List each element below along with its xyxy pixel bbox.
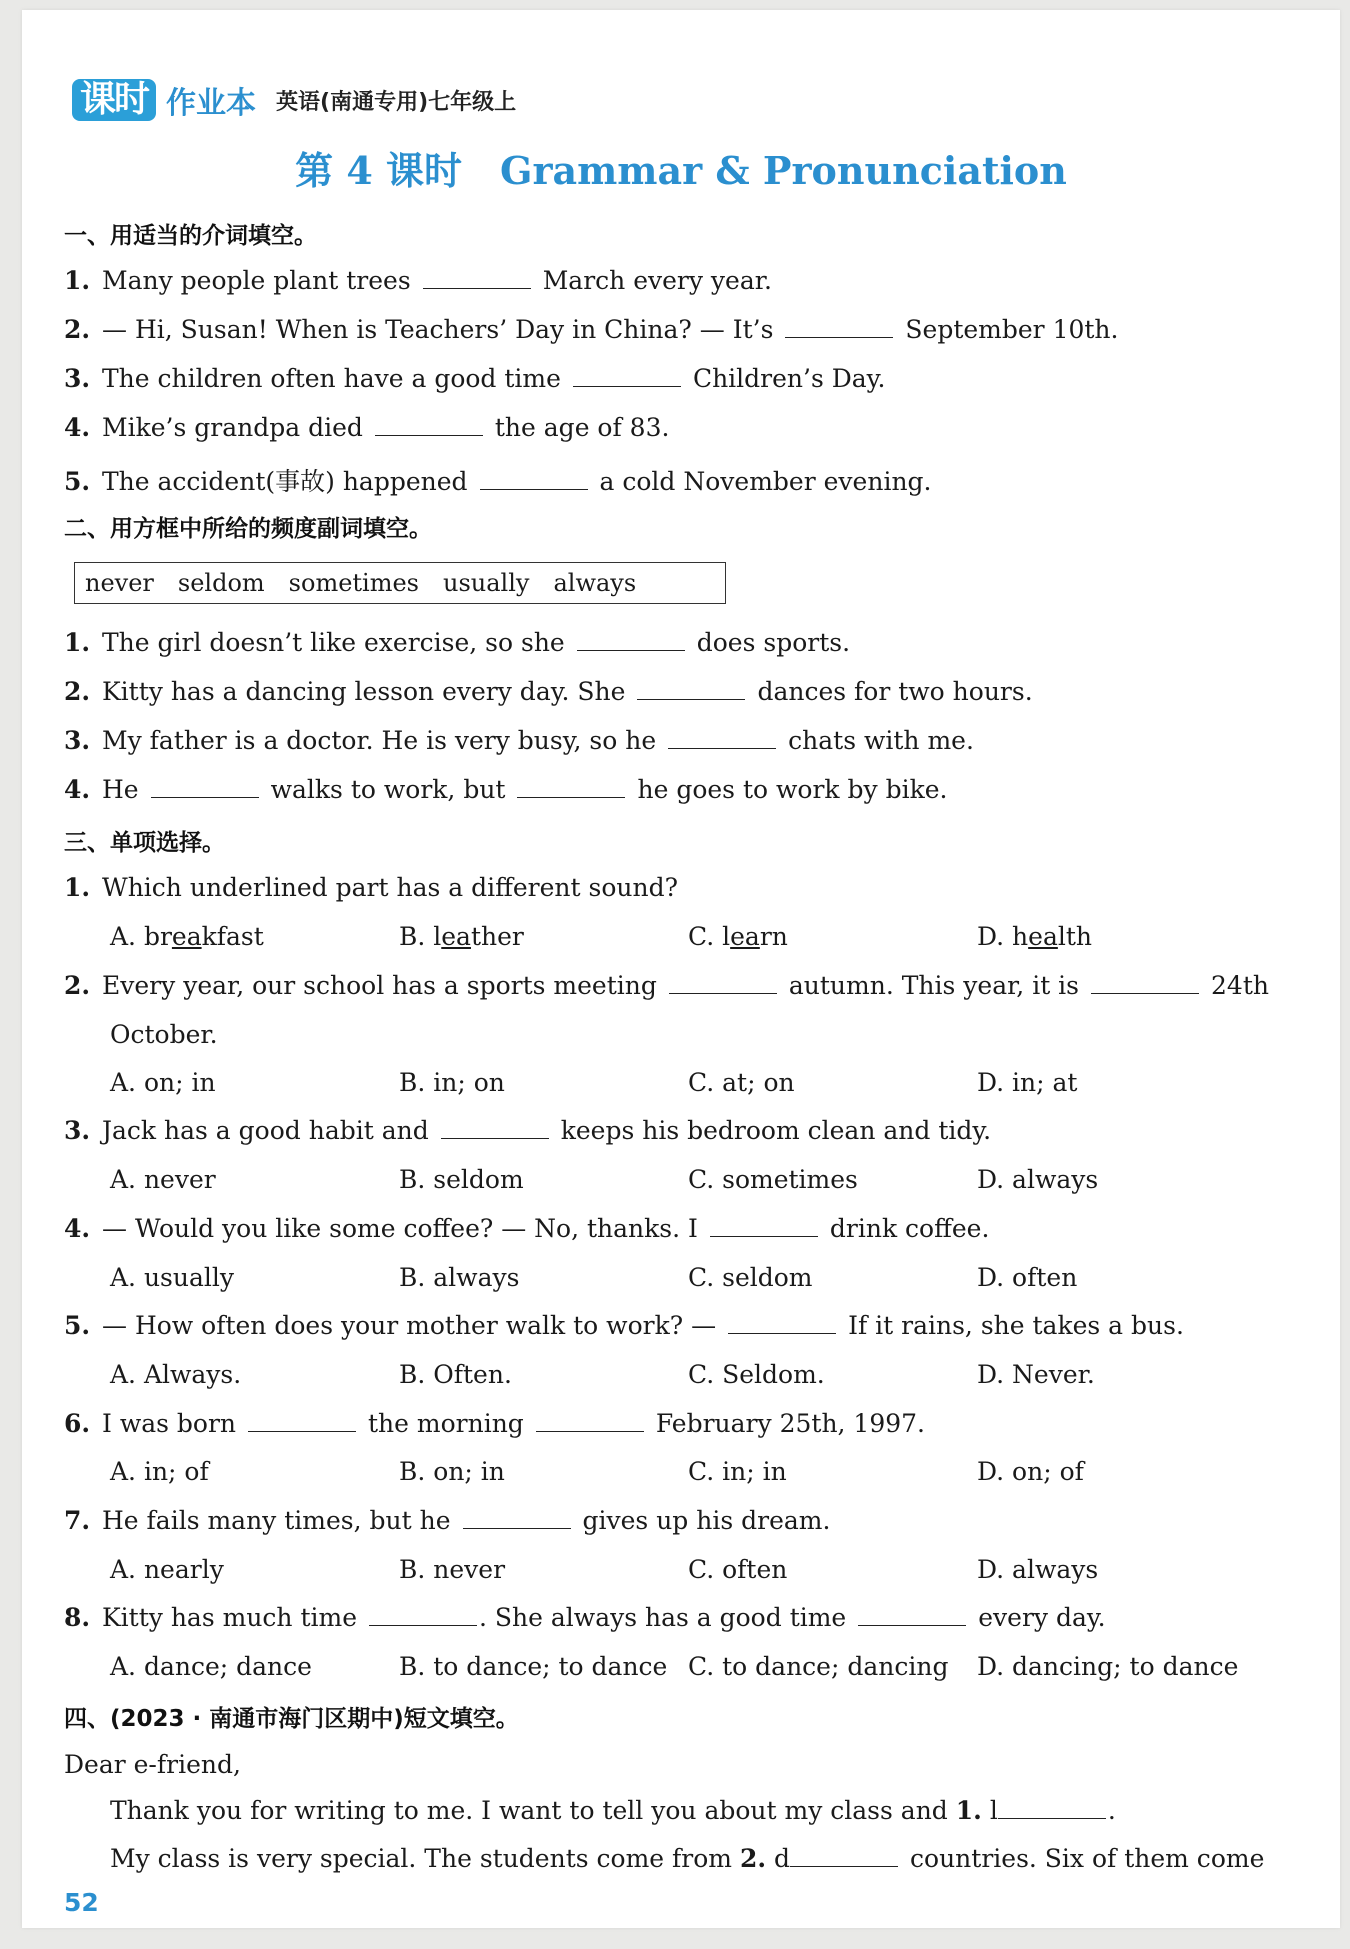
section-four-heading: 四、(2023 · 南通市海门区期中)短文填空。 [64, 1706, 519, 1732]
lesson-title [22, 140, 1340, 195]
word-box-item: sometimes [288, 569, 419, 597]
section-two-heading: 二、用方框中所给的频度副词填空。 [64, 516, 432, 542]
answer-blank[interactable] [669, 971, 777, 994]
word-box [74, 562, 726, 604]
answer-blank[interactable] [441, 1116, 549, 1139]
mc1-option-d[interactable]: D. health [977, 922, 1093, 951]
mc-question-1: 1. Which underlined part has a different sound? [64, 873, 679, 902]
p2-question-2: 2. Kitty has a dancing lesson every day. She dances for two hours. [64, 677, 1033, 706]
answer-blank[interactable] [637, 677, 745, 700]
p1-question-1: 1. Many people plant trees March every year. [64, 266, 772, 295]
word-box-item: seldom [177, 569, 265, 597]
page-number: 52 [64, 1888, 99, 1917]
section-three-heading: 三、单项选择。 [64, 830, 225, 856]
answer-blank[interactable] [536, 1409, 644, 1432]
worksheet-page [22, 10, 1340, 1928]
mc6-option-b[interactable]: B. on; in [399, 1457, 505, 1486]
mc5-option-a[interactable]: A. Always. [110, 1360, 242, 1389]
answer-blank[interactable] [480, 467, 588, 490]
mc-question-2-cont: October. [110, 1020, 218, 1049]
mc7-option-c[interactable]: C. often [688, 1555, 788, 1584]
lesson-topic: Grammar & Pronunciation [500, 148, 1067, 193]
answer-blank[interactable] [710, 1214, 818, 1237]
answer-blank[interactable] [463, 1506, 571, 1529]
answer-blank[interactable] [577, 628, 685, 651]
mc7-option-d[interactable]: D. always [977, 1555, 1099, 1584]
mc6-option-c[interactable]: C. in; in [688, 1457, 787, 1486]
answer-blank[interactable] [1091, 971, 1199, 994]
mc4-option-a[interactable]: A. usually [110, 1263, 234, 1292]
answer-blank[interactable] [573, 364, 681, 387]
mc-question-5: 5. — How often does your mother walk to work? — If it rains, she takes a bus. [64, 1311, 1184, 1340]
letter-greeting: Dear e-friend, [64, 1750, 241, 1779]
mc6-option-a[interactable]: A. in; of [110, 1457, 209, 1486]
brand-name: 作业本 [166, 86, 257, 121]
answer-blank[interactable] [728, 1311, 836, 1334]
p1-question-2: 2. — Hi, Susan! When is Teachers’ Day in China? — It’s September 10th. [64, 315, 1119, 344]
section-one-heading: 一、用适当的介词填空。 [64, 223, 317, 249]
mc-question-3: 3. Jack has a good habit and keeps his bedroom clean and tidy. [64, 1116, 992, 1145]
mc2-option-c[interactable]: C. at; on [688, 1068, 795, 1097]
answer-blank[interactable] [517, 775, 625, 798]
mc3-option-c[interactable]: C. sometimes [688, 1165, 858, 1194]
passage-line-2: My class is very special. The students come from 2. d countries. Six of them come [110, 1844, 1265, 1873]
p2-question-3: 3. My father is a doctor. He is very busy, so he chats with me. [64, 726, 974, 755]
word-box-item: never [85, 569, 154, 597]
mc2-option-d[interactable]: D. in; at [977, 1068, 1078, 1097]
answer-blank[interactable] [151, 775, 259, 798]
mc2-option-a[interactable]: A. on; in [110, 1068, 216, 1097]
answer-blank[interactable] [423, 266, 531, 289]
mc-question-7: 7. He fails many times, but he gives up his dream. [64, 1506, 831, 1535]
mc8-option-b[interactable]: B. to dance; to dance [399, 1652, 668, 1681]
p1-question-3: 3. The children often have a good time Children’s Day. [64, 364, 886, 393]
mc5-option-c[interactable]: C. Seldom. [688, 1360, 825, 1389]
mc8-option-a[interactable]: A. dance; dance [110, 1652, 312, 1681]
brand-mark: 课时 [72, 79, 156, 121]
mc3-option-a[interactable]: A. never [110, 1165, 216, 1194]
book-subtitle: 英语(南通专用)七年级上 [276, 89, 517, 115]
mc5-option-b[interactable]: B. Often. [399, 1360, 512, 1389]
mc-question-4: 4. — Would you like some coffee? — No, thanks. I drink coffee. [64, 1214, 990, 1243]
mc7-option-b[interactable]: B. never [399, 1555, 506, 1584]
header-logo [72, 78, 516, 122]
answer-blank[interactable] [668, 726, 776, 749]
answer-blank[interactable] [369, 1603, 477, 1626]
answer-blank[interactable] [998, 1796, 1106, 1819]
mc4-option-c[interactable]: C. seldom [688, 1263, 813, 1292]
answer-blank[interactable] [375, 413, 483, 436]
lesson-number: 第 4 课时 [295, 148, 462, 193]
mc5-option-d[interactable]: D. Never. [977, 1360, 1095, 1389]
mc-question-8: 8. Kitty has much time . She always has a good time every day. [64, 1603, 1106, 1632]
mc2-option-b[interactable]: B. in; on [399, 1068, 505, 1097]
mc6-option-d[interactable]: D. on; of [977, 1457, 1084, 1486]
answer-blank[interactable] [248, 1409, 356, 1432]
answer-blank[interactable] [790, 1844, 898, 1867]
mc1-option-b[interactable]: B. leather [399, 922, 524, 951]
mc8-option-d[interactable]: D. dancing; to dance [977, 1652, 1239, 1681]
answer-blank[interactable] [785, 315, 893, 338]
passage-line-1: Thank you for writing to me. I want to tell you about my class and 1. l . [110, 1796, 1116, 1825]
p2-question-4: 4. He walks to work, but he goes to work by bike. [64, 775, 948, 804]
mc1-option-c[interactable]: C. learn [688, 922, 788, 951]
mc-question-2: 2. Every year, our school has a sports meeting autumn. This year, it is 24th [64, 971, 1269, 1000]
mc4-option-d[interactable]: D. often [977, 1263, 1078, 1292]
word-box-item: usually [443, 569, 530, 597]
p1-question-5: 5. The accident(事故) happened a cold November evening. [64, 467, 932, 496]
mc4-option-b[interactable]: B. always [399, 1263, 520, 1292]
mc1-option-a[interactable]: A. breakfast [110, 922, 264, 951]
word-box-item: always [553, 569, 637, 597]
mc3-option-d[interactable]: D. always [977, 1165, 1099, 1194]
answer-blank[interactable] [858, 1603, 966, 1626]
mc7-option-a[interactable]: A. nearly [110, 1555, 224, 1584]
p2-question-1: 1. The girl doesn’t like exercise, so she does sports. [64, 628, 851, 657]
mc-question-6: 6. I was born the morning February 25th, 1997. [64, 1409, 926, 1438]
mc8-option-c[interactable]: C. to dance; dancing [688, 1652, 949, 1681]
mc3-option-b[interactable]: B. seldom [399, 1165, 524, 1194]
p1-question-4: 4. Mike’s grandpa died the age of 83. [64, 413, 670, 442]
